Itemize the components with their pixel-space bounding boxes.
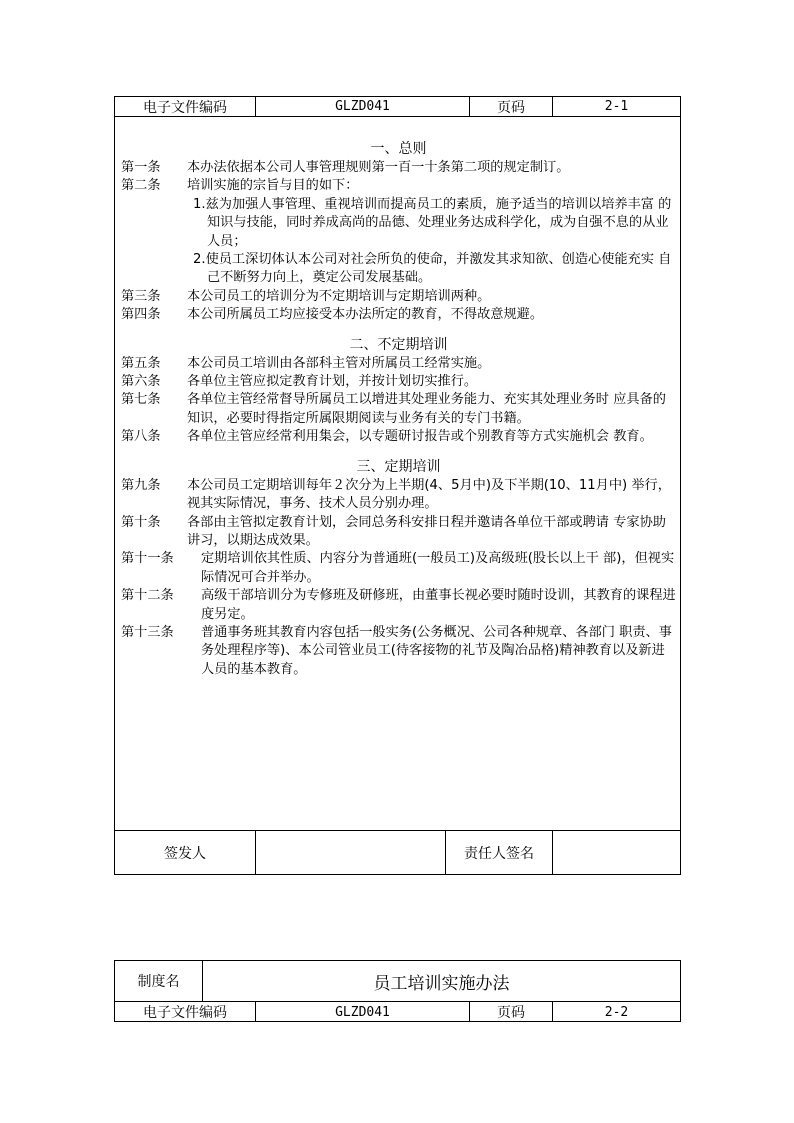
system-name-value: 员工培训实施办法	[373, 973, 510, 994]
article	[121, 306, 676, 324]
article-number: 第七条	[121, 392, 161, 408]
article-number: 第八条	[121, 429, 161, 445]
page2-page-label: 页码	[470, 1002, 553, 1022]
page2-code-value: GLZD041	[256, 1002, 470, 1022]
article-text: 普通事务班其教育内容包括一般实务(公务概况、公司各种规章、各部门 职责、事务处理程序等)、本公司管业员工(待客接物的礼节及陶冶品格)精神教育以及新进 人员的基本教育。	[201, 624, 672, 677]
article-text: 本公司所属员工均应接受本办法所定的教育，不得故意规避。	[187, 307, 544, 323]
issuer-value	[256, 831, 446, 874]
article-number: 第六条	[121, 374, 161, 390]
article-text: 高级干部培训分为专修班及研修班，由董事长视必要时随时设训，其教育的课程进度另定。	[201, 588, 676, 622]
article-text: 本办法依据本公司人事管理规则第一百一十条第二项的规定制订。	[187, 160, 570, 175]
article-number: 第五条	[121, 355, 161, 371]
article-number: 第三条	[121, 288, 161, 304]
article-text: 各单位主管经常督导所属员工以增进其处理业务能力、充实其处理业务时 应具备的知识，必要时得指定所属限期阅读与业务有关的专门书籍。	[187, 392, 666, 426]
article	[121, 355, 676, 373]
article-subitem: 2.使员工深切体认本公司对社会所负的使命，并激发其求知欲、创造心使能充实 自己不断努力向上，奠定公司发展基础。	[193, 252, 672, 286]
article	[121, 288, 676, 306]
responsible-value	[553, 831, 680, 874]
page1-body	[114, 117, 681, 830]
code-label: 电子文件编码	[115, 97, 256, 116]
article	[121, 624, 676, 679]
article-subitem: 1.兹为加强人事管理、重视培训而提高员工的素质，施予适当的培训以培养丰富 的知识与技能，同时养成高尚的品德、处理业务达成科学化，成为自强不息的从业人员；	[193, 196, 672, 249]
page2-header-table	[114, 960, 681, 1022]
section-title: 三、定期培训	[356, 458, 441, 475]
article	[121, 373, 676, 391]
section-title: 一、总则	[370, 141, 427, 157]
responsible-label: 责任人签名	[446, 831, 553, 874]
article	[121, 514, 676, 551]
article-number: 第九条	[121, 477, 161, 493]
page2-code-label: 电子文件编码	[115, 1002, 256, 1022]
section-title: 二、不定期培训	[349, 336, 448, 353]
article-number: 第十一条	[121, 551, 174, 567]
article	[121, 391, 676, 428]
page-value: 2-1	[604, 99, 629, 114]
system-name-label: 制度名	[115, 961, 203, 1001]
article-number: 第二条	[121, 178, 161, 194]
article	[121, 428, 676, 446]
section-spacer	[121, 325, 676, 335]
section-spacer	[121, 447, 676, 457]
page-label: 页码	[470, 97, 553, 116]
article-text: 各单位主管应拟定教育计划，并按计划切实推行。	[187, 374, 478, 390]
article-number: 第四条	[121, 307, 161, 323]
issuer-label: 签发人	[115, 831, 256, 874]
article-text: 本公司员工培训由各部科主管对所属员工经常实施。	[187, 355, 491, 371]
article-text: 各单位主管应经常利用集会，以专题研讨报告或个别教育等方式实施机会 教育。	[187, 429, 653, 445]
article	[121, 587, 676, 624]
article-number: 第十三条	[121, 624, 174, 640]
code-value: GLZD041	[256, 97, 470, 116]
article-number: 第十二条	[121, 588, 174, 604]
article-text: 培训实施的宗旨与目的如下：	[187, 178, 359, 194]
article	[121, 177, 676, 195]
article-number: 第一条	[121, 160, 161, 175]
article-text: 各部由主管拟定教育计划，会同总务科安排日程并邀请各单位干部或聘请 专家协助讲习，以期达成效果。	[187, 514, 666, 548]
article	[121, 477, 676, 514]
article-text: 定期培训依其性质、内容分为普通班(一般员工)及高级班(股长以上干 部)，但视实际情况可合并举办。	[201, 551, 675, 585]
article-text: 本公司员工定期培训每年２次分为上半期(4、5月中)及下半期(10、11月中) 举行，视其实际情况，事务、技术人员分别办理。	[187, 477, 671, 512]
article	[121, 550, 676, 587]
page2-page-value: 2-2	[604, 1004, 629, 1020]
page1-header-table	[114, 96, 681, 117]
article-number: 第十条	[121, 514, 161, 530]
page1-footer-table	[114, 830, 681, 875]
article-text: 本公司员工的培训分为不定期培训与定期培训两种。	[187, 288, 491, 304]
article	[121, 159, 676, 177]
